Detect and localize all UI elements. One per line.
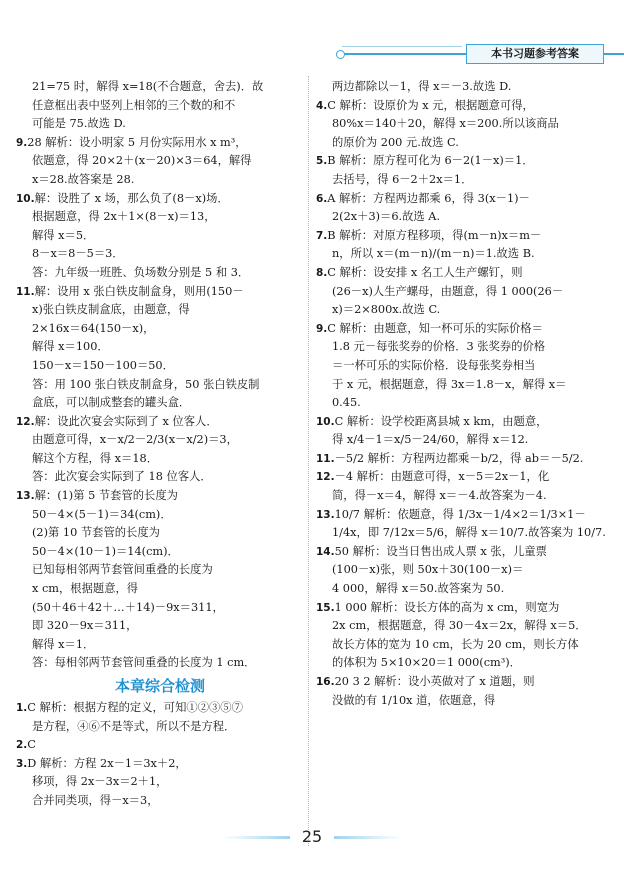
answer-line — [316, 134, 610, 153]
line-text: B 解析：原方程可化为 6－2(1－x)＝1． — [327, 154, 534, 168]
question-number: 11. — [16, 285, 35, 298]
line-text: 50－4×(10－1)＝14(cm)． — [32, 544, 179, 558]
page-footer — [0, 822, 624, 852]
question-number: 12. — [316, 471, 335, 484]
answer-item-start — [316, 450, 610, 469]
answer-line — [16, 636, 304, 655]
question-number: 9. — [16, 136, 28, 149]
line-text: 1.8 元－每张奖券的价格．3 张奖券的价格 — [332, 340, 546, 354]
answer-line — [16, 115, 304, 134]
question-number: 14. — [316, 545, 335, 558]
question-number: 9. — [316, 322, 328, 335]
line-text: 答：此次宴会实际到了 18 位客人． — [32, 470, 212, 484]
answer-item-start — [16, 413, 304, 432]
answer-line — [316, 357, 610, 376]
answer-line — [16, 617, 304, 636]
answer-item-start — [16, 736, 304, 755]
line-text: 答：每相邻两节套管间重叠的长度为 1 cm． — [32, 656, 256, 670]
question-number: 11. — [316, 452, 335, 465]
header-circle-icon — [336, 50, 345, 59]
column-divider — [308, 76, 309, 846]
line-text: n，所以 x＝(m－n)/(m－n)＝1.故选 B. — [332, 247, 535, 261]
line-text: 的体积为 5×10×20＝1 000(cm³)． — [332, 656, 521, 670]
line-text: C 解析：设学校距离县城 x km，由题意， — [334, 414, 548, 428]
line-text: C — [27, 738, 36, 752]
question-number: 7. — [316, 229, 328, 242]
answer-line — [16, 264, 304, 283]
answer-line — [16, 394, 304, 413]
answer-item-start — [16, 190, 304, 209]
question-number: 3. — [16, 757, 28, 770]
answer-line — [16, 376, 304, 395]
answer-item-start — [316, 152, 610, 171]
answer-line — [16, 792, 304, 811]
line-text: ＝一杯可乐的实际价格．设每张奖券相当 — [332, 358, 536, 372]
line-text: 盒底，可以制成整套的罐头盒． — [32, 396, 191, 410]
answer-line — [16, 78, 304, 97]
line-text: 8－x＝8－5＝3． — [32, 247, 124, 261]
line-text: 解得 x＝1． — [32, 637, 95, 651]
question-number: 6. — [316, 192, 328, 205]
answer-line — [316, 208, 610, 227]
question-number: 1. — [16, 702, 28, 714]
answer-line — [16, 543, 304, 562]
answer-item-start — [316, 506, 610, 525]
line-text: x cm，根据题意，得 — [32, 582, 139, 596]
answer-line — [16, 208, 304, 227]
question-number: 8. — [316, 266, 328, 279]
question-number: 10. — [16, 192, 35, 205]
answer-item-start — [316, 227, 610, 246]
line-text: －4 解析：由题意可得，x－5＝2x－1，化 — [334, 470, 550, 484]
answer-line — [16, 245, 304, 264]
line-text: 得 x/4－1＝x/5－24/60，解得 x＝12. — [332, 433, 529, 447]
answer-line — [316, 338, 610, 357]
answer-line — [316, 376, 610, 395]
answer-item-start — [316, 468, 610, 487]
answer-line — [316, 283, 610, 302]
line-text: 依题意，得 20×2＋(x－20)×3＝64，解得 — [32, 154, 252, 168]
line-text: 是方程，④⑥不是等式，所以不是方程． — [32, 719, 236, 733]
line-text: 故长方体的宽为 10 cm，长为 20 cm，则长方体 — [332, 637, 579, 651]
answer-item-start — [316, 599, 610, 618]
answer-line — [316, 115, 610, 134]
line-text: 简，得－x＝4，解得 x＝－4.故答案为－4. — [332, 489, 547, 503]
page-number: 25 — [301, 827, 323, 846]
line-text: 解：设此次宴会实际到了 x 位客人． — [34, 414, 218, 428]
answer-line — [316, 78, 610, 97]
line-text: 没做的有 1/10x 道，依题意，得 — [332, 693, 496, 707]
answer-line — [16, 506, 304, 525]
line-text: 已知每相邻两节套管间重叠的长度为 — [32, 563, 213, 577]
answer-line — [316, 617, 610, 636]
line-text: 根据题意，得 2x＋1×(8－x)＝13， — [32, 210, 216, 224]
question-number: 15. — [316, 601, 335, 614]
line-text: (2)第 10 节套管的长度为 — [32, 526, 160, 540]
answer-line — [16, 357, 304, 376]
answer-item-start — [16, 699, 304, 718]
question-number: 13. — [16, 490, 35, 503]
answer-line — [16, 171, 304, 190]
line-text: 于 x 元，根据题意，得 3x＝1.8－x，解得 x＝ — [332, 377, 567, 391]
line-text: 即 320－9x＝311， — [32, 619, 138, 633]
question-number: 16. — [316, 676, 335, 688]
line-text: 50 解析：设当日售出成人票 x 张，儿童票 — [334, 544, 547, 558]
answer-line — [16, 580, 304, 599]
line-text: 由题意可得，x－x/2－2/3(x－x/2)＝3， — [32, 433, 238, 447]
right-column — [316, 78, 610, 710]
line-text: A 解析：方程两边都乘 6，得 3(x－1)－ — [327, 191, 530, 205]
answer-item-start — [316, 673, 610, 692]
question-number: 5. — [316, 155, 328, 168]
answer-item-start — [316, 413, 610, 432]
line-text: (26－x)人生产螺母，由题意，得 1 000(26－ — [332, 284, 564, 298]
answer-item-start — [316, 264, 610, 283]
answer-line — [316, 245, 610, 264]
left-column — [16, 78, 304, 811]
answer-line — [16, 654, 304, 673]
footer-dash-right — [334, 836, 402, 839]
answer-item-start — [16, 487, 304, 506]
answer-line — [16, 431, 304, 450]
section-title: 本章综合检测 — [114, 677, 205, 695]
line-text: D 解析：方程 2x－1＝3x＋2， — [27, 756, 187, 770]
line-text: 28 解析：设小明家 5 月份实际用水 x m³， — [27, 135, 247, 149]
answer-line — [316, 431, 610, 450]
answer-line — [16, 561, 304, 580]
answer-line — [316, 561, 610, 580]
answer-item-start — [316, 190, 610, 209]
question-number: 12. — [16, 415, 35, 428]
footer-dash-left — [222, 836, 290, 839]
line-text: C 解析：设安排 x 名工人生产螺钉，则 — [327, 265, 523, 279]
line-text: 任意框出表中竖列上相邻的三个数的和不 — [32, 98, 236, 112]
line-text: 答：九年级一班胜、负场数分别是 5 和 3． — [32, 265, 250, 279]
answer-line — [16, 468, 304, 487]
answer-line — [316, 580, 610, 599]
line-text: B 解析：对原方程移项，得(m－n)x＝m－ — [327, 228, 542, 242]
answer-line — [316, 301, 610, 320]
header-rule-thin — [342, 46, 462, 47]
answer-line — [16, 227, 304, 246]
line-text: 2×16x＝64(150－x)， — [32, 321, 155, 335]
answer-line — [316, 487, 610, 506]
line-text: 10/7 解析：依题意，得 1/3x－1/4×2＝1/3×1－ — [334, 507, 586, 521]
line-text: 答：用 100 张白铁皮制盒身，50 张白铁皮制 — [32, 377, 260, 391]
answer-item-start — [16, 283, 304, 302]
line-text: x)张白铁皮制盒底，由题意，得 — [32, 303, 190, 317]
line-text: (100－x)张，则 50x＋30(100－x)＝ — [332, 563, 524, 577]
answer-item-start — [16, 755, 304, 774]
answer-item-start — [316, 97, 610, 116]
answer-line — [316, 394, 610, 413]
line-text: 2(2x＋3)＝6.故选 A. — [332, 210, 441, 224]
answer-line — [316, 636, 610, 655]
answer-line — [16, 524, 304, 543]
answer-line — [16, 773, 304, 792]
answer-line — [316, 171, 610, 190]
line-text: 解这个方程，得 x＝18． — [32, 451, 159, 465]
line-text: (50＋46＋42＋…＋14)－9x＝311， — [32, 600, 224, 614]
answer-line — [316, 524, 610, 543]
answer-line — [16, 320, 304, 339]
answer-item-start — [316, 543, 610, 562]
answer-item-start — [316, 320, 610, 339]
answer-line — [16, 599, 304, 618]
line-text: 80%x＝140＋20，解得 x＝200.所以该商品 — [332, 117, 559, 131]
line-text: 解得 x＝5． — [32, 228, 95, 242]
line-text: 50－4×(5－1)＝34(cm)． — [32, 507, 172, 521]
line-text: 移项，得 2x－3x＝2＋1， — [32, 775, 168, 789]
answer-line — [16, 450, 304, 469]
question-number: 4. — [316, 99, 328, 112]
line-text: 可能是 75.故选 D. — [32, 117, 126, 131]
header-title: 本书习题参考答案 — [466, 44, 604, 64]
line-text: 4 000，解得 x＝50.故答案为 50. — [332, 582, 505, 596]
answer-line — [316, 654, 610, 673]
question-number: 2. — [16, 739, 28, 752]
answer-line — [16, 301, 304, 320]
answer-line — [16, 152, 304, 171]
line-text: 合并同类项，得－x＝3， — [32, 793, 159, 807]
line-text: 解：(1)第 5 节套管的长度为 — [34, 489, 178, 503]
answer-line — [16, 97, 304, 116]
line-text: 的原价为 200 元.故选 C. — [332, 135, 459, 149]
line-text: 1/4x，即 7/12x＝5/6，解得 x＝10/7.故答案为 10/7. — [332, 526, 606, 540]
line-text: 解：设用 x 张白铁皮制盒身，则用(150－ — [34, 284, 244, 298]
line-text: 150－x＝150－100＝50． — [32, 358, 174, 372]
line-text: 去括号，得 6－2＋2x＝1． — [332, 172, 473, 186]
line-text: C 解析：由题意，知一杯可乐的实际价格＝ — [327, 321, 543, 335]
answer-line — [16, 718, 304, 737]
question-number: 10. — [316, 415, 335, 428]
line-text: 0.45. — [332, 396, 361, 410]
line-text: x)＝2×800x.故选 C. — [332, 303, 441, 317]
line-text: 解得 x＝100． — [32, 340, 109, 354]
line-text: 20 3 2 解析：设小英做对了 x 道题，则 — [334, 675, 535, 688]
line-text: C 解析：根据方程的定义，可知①②③⑤⑦ — [27, 701, 243, 714]
line-text: 1 000 解析：设长方体的高为 x cm，则宽为 — [334, 600, 560, 614]
line-text: C 解析：设原价为 x 元，根据题意可得， — [327, 98, 534, 112]
answer-line — [16, 338, 304, 357]
line-text: 21=75 时，解得 x=18(不合题意，舍去)．故 — [32, 80, 264, 93]
line-text: 两边都除以－1，得 x＝－3.故选 D. — [332, 80, 512, 93]
answer-item-start — [16, 134, 304, 153]
answer-line — [316, 692, 610, 711]
line-text: 解：设胜了 x 场，那么负了(8－x)场． — [34, 191, 229, 205]
line-text: x＝28.故答案是 28. — [32, 172, 135, 186]
line-text: －5/2 解析：方程两边都乘－b/2，得 ab＝－5/2. — [334, 451, 584, 465]
line-text: 2x cm，根据题意，得 30－4x＝2x，解得 x＝5． — [332, 619, 587, 633]
question-number: 13. — [316, 508, 335, 521]
